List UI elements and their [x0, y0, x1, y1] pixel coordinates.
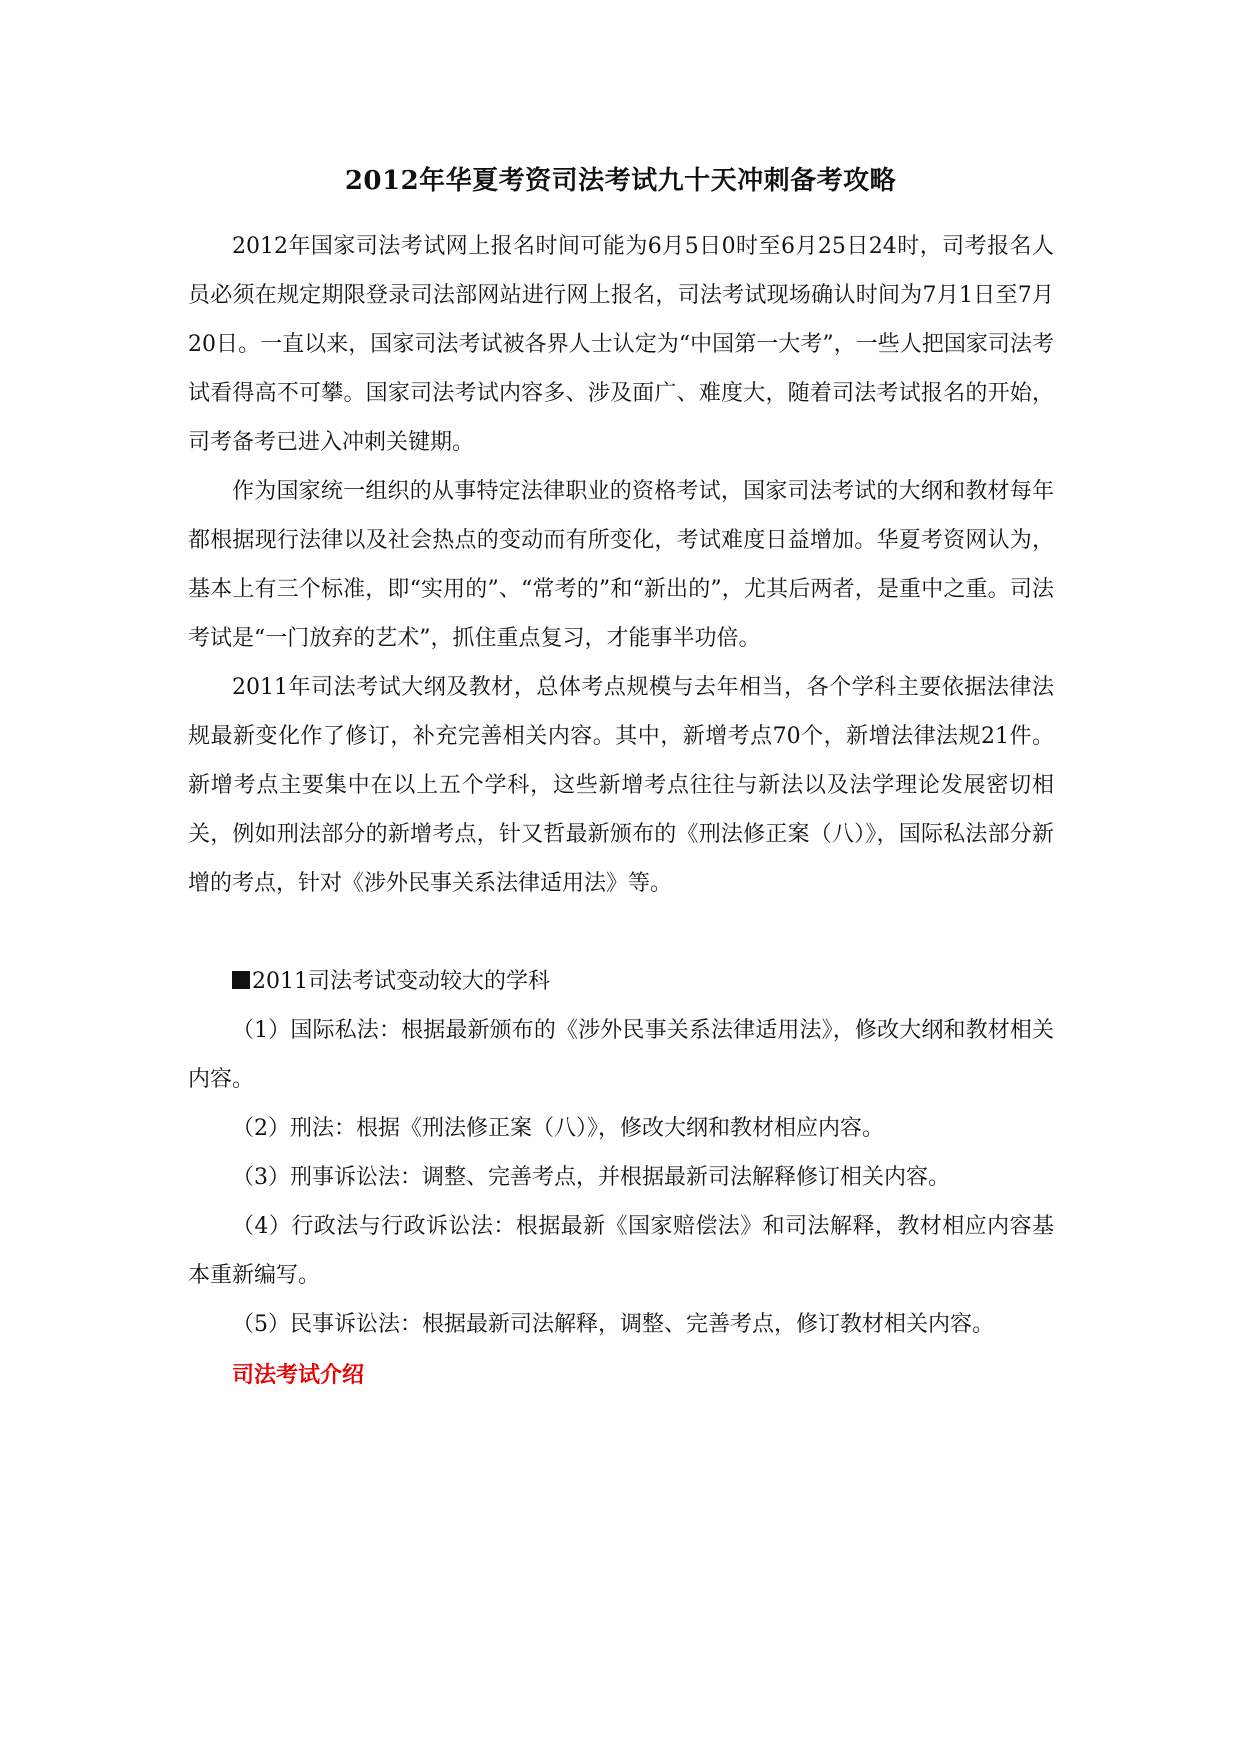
- list-item: （3）刑事诉讼法：调整、完善考点，并根据最新司法解释修订相关内容。: [232, 1165, 950, 1190]
- list-item: （1）国际私法：根据最新颁布的《涉外民事关系法律适用法》，修改大纲和教材相关内容。: [188, 1018, 1054, 1092]
- section-heading-text: 2011司法考试变动较大的学科: [252, 969, 550, 994]
- blank-line: [188, 908, 1054, 957]
- paragraph-registration: 2012年国家司法考试网上报名时间可能为6月5日0时至6月25日24时，司考报名人员必须在规定期限登录司法部网站进行网上报名，司法考试现场确认时间为7月1日至7月20日。一直以来，国家司法考试被各界人士认定为“中国第一大考”，一些人把国家司法考试看得高不可攀。国家司法考试内容多、涉及面广、难度大，随着司法考试报名的开始，司考备考已进入冲刺关键期。: [188, 234, 1054, 455]
- list-item: （5）民事诉讼法：根据最新司法解释，调整、完善考点，修订教材相关内容。: [232, 1312, 994, 1337]
- list-item: （4）行政法与行政诉讼法：根据最新《国家赔偿法》和司法解释，教材相应内容基本重新编写。: [188, 1214, 1054, 1288]
- exam-intro-link[interactable]: 司法考试介绍: [232, 1362, 365, 1388]
- paragraph-exam-standards: 作为国家统一组织的从事特定法律职业的资格考试，国家司法考试的大纲和教材每年都根据现行法律以及社会热点的变动而有所变化，考试难度日益增加。华夏考资网认为，基本上有三个标准，即“实用的”、“常考的”和“新出的”，尤其后两者，是重中之重。司法考试是“一门放弃的艺术”，抓住重点复习，才能事半功倍。: [188, 479, 1054, 651]
- document-title: 2012年华夏考资司法考试九十天冲刺备考攻略: [344, 166, 897, 196]
- list-item: （2）刑法：根据《刑法修正案（八）》，修改大纲和教材相应内容。: [232, 1116, 884, 1141]
- section-heading: [188, 957, 1054, 1006]
- document-body: [188, 222, 1054, 1400]
- paragraph-syllabus-changes: 2011年司法考试大纲及教材，总体考点规模与去年相当，各个学科主要依据法律法规最新变化作了修订，补充完善相关内容。其中，新增考点70个，新增法律法规21件。新增考点主要集中在以上五个学科，这些新增考点往往与新法以及法学理论发展密切相关，例如刑法部分的新增考点，针又哲最新颁布的《刑法修正案（八）》，国际私法部分新增的考点，针对《涉外民事关系法律适用法》等。: [188, 675, 1054, 896]
- black-square-icon: [232, 971, 250, 989]
